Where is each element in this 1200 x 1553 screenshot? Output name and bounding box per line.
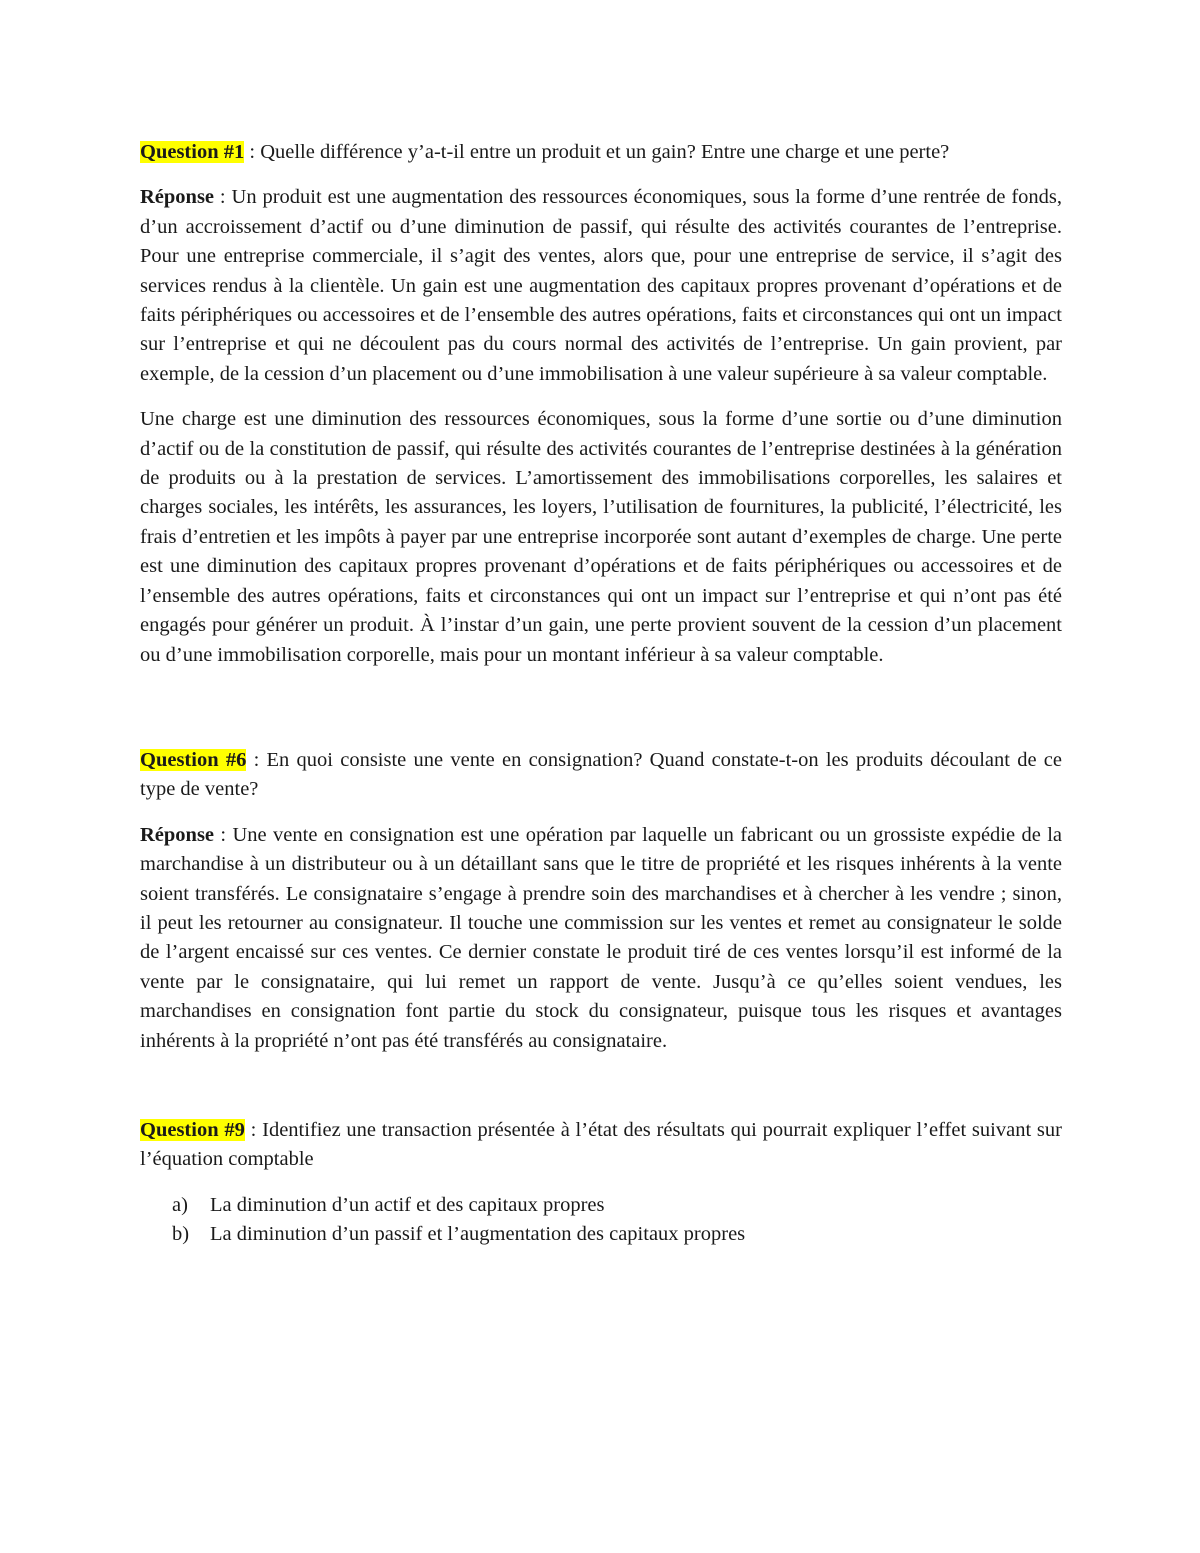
answer-1-paragraph-2: Une charge est une diminution des ressources économiques, sous la forme d’une sortie ou d’une diminution d’actif ou de la constitution de passif, qui résulte des activités courantes de l’entreprise destinées à la génération de produits ou à la prestation de services. L’amortissement des immobilisations corporelles, les salaires et charges sociales, les intérêts, les assurances, les loyers, l’utilisation de fournitures, la publicité, l’électricité, les frais d’entretien et les impôts à payer par une entreprise incorporée sont autant d’exemples de charge. Une perte est une diminution des capitaux propres provenant d’opérations et de faits périphériques ou accessoires et de l’ensemble des autres opérations, faits et circonstances qui ont un impact sur l’entreprise et qui n’ont pas été engagés pour générer un produit. À l’instar d’un gain, une perte provient souvent de la cession d’un placement ou d’une immobilisation corporelle, mais pour un montant inférieur à sa valeur comptable. bbox=[140, 408, 1062, 666]
answer-1-label: Réponse bbox=[140, 186, 215, 209]
question-6-label: Question #6 bbox=[140, 748, 247, 771]
answer-6-paragraph bbox=[140, 821, 1062, 1056]
question-6-sep: : bbox=[246, 748, 267, 771]
answer-1-sep: : bbox=[214, 186, 232, 209]
answer-1-text: Un produit est une augmentation des ressources économiques, sous la forme d’une rentrée de fonds, d’un accroissement d’actif ou d’une diminution de passif, qui résulte des activités courantes de l’entreprise. Pour une entreprise commerciale, il s’agit des ventes, alors que, pour une entreprise de service, il s’agit des services rendus à la clientèle. Un gain est une augmentation des capitaux propres provenant d’opérations et de faits périphériques ou accessoires et de l’ensemble des autres opérations, faits et circonstances qui ont un impact sur l’entreprise et qui ne découlent pas du cours normal des activités de l’entreprise. Un gain provient, par exemple, de la cession d’un placement ou d’une immobilisation à une valeur supérieure à sa valeur comptable. bbox=[140, 186, 1062, 385]
choice-marker: a) bbox=[172, 1193, 188, 1216]
question-9-label: Question #9 bbox=[140, 1118, 245, 1141]
question-9 bbox=[140, 1116, 1062, 1175]
choice-item bbox=[140, 1220, 1062, 1249]
choice-text: La diminution d’un actif et des capitaux propres bbox=[210, 1193, 605, 1216]
question-1-label: Question #1 bbox=[140, 141, 245, 163]
question-1-sep: : bbox=[244, 141, 261, 163]
question-9-sep: : bbox=[244, 1118, 263, 1141]
answer-6-text: Une vente en consignation est une opération par laquelle un fabricant ou un grossiste expédie de la marchandise à un distributeur ou à un détaillant sans que le titre de propriété et les risques inhérents à la vente soient transférés. Le consignataire s’engage à prendre soin des marchandises et à chercher à les vendre ; sinon, il peut les retourner au consignateur. Il touche une commission sur les ventes et remet au consignateur le solde de l’argent encaissé sur ces ventes. Ce dernier constate le produit tiré de ces ventes lorsqu’il est informé de la vente par le consignataire, qui lui remet un rapport de vente. Jusqu’à ce qu’elles soient vendues, les marchandises en consignation font partie du stock du consignateur, puisque tous les risques et avantages inhérents à la propriété n’ont pas été transférés au consignataire. bbox=[140, 823, 1062, 1052]
question-9-choices bbox=[140, 1191, 1062, 1250]
answer-6-label: Réponse bbox=[140, 823, 215, 846]
answer-6-sep: : bbox=[214, 823, 233, 846]
choice-marker: b) bbox=[172, 1223, 190, 1246]
question-6-text: En quoi consiste une vente en consignation? Quand constate-t-on les produits découlant de ce type de vente? bbox=[140, 748, 1062, 801]
question-6 bbox=[140, 746, 1062, 805]
choice-text: La diminution d’un passif et l’augmentation des capitaux propres bbox=[210, 1223, 746, 1246]
choice-item bbox=[140, 1191, 1062, 1220]
question-9-text: Identifiez une transaction présentée à l’état des résultats qui pourrait expliquer l’effet suivant sur l’équation comptable bbox=[140, 1118, 1062, 1171]
answer-1-paragraph-1 bbox=[140, 183, 1062, 389]
question-1 bbox=[140, 138, 1062, 167]
question-1-text: Quelle différence y’a-t-il entre un produit et un gain? Entre une charge et une perte? bbox=[260, 141, 950, 163]
document-page bbox=[140, 138, 1062, 1250]
